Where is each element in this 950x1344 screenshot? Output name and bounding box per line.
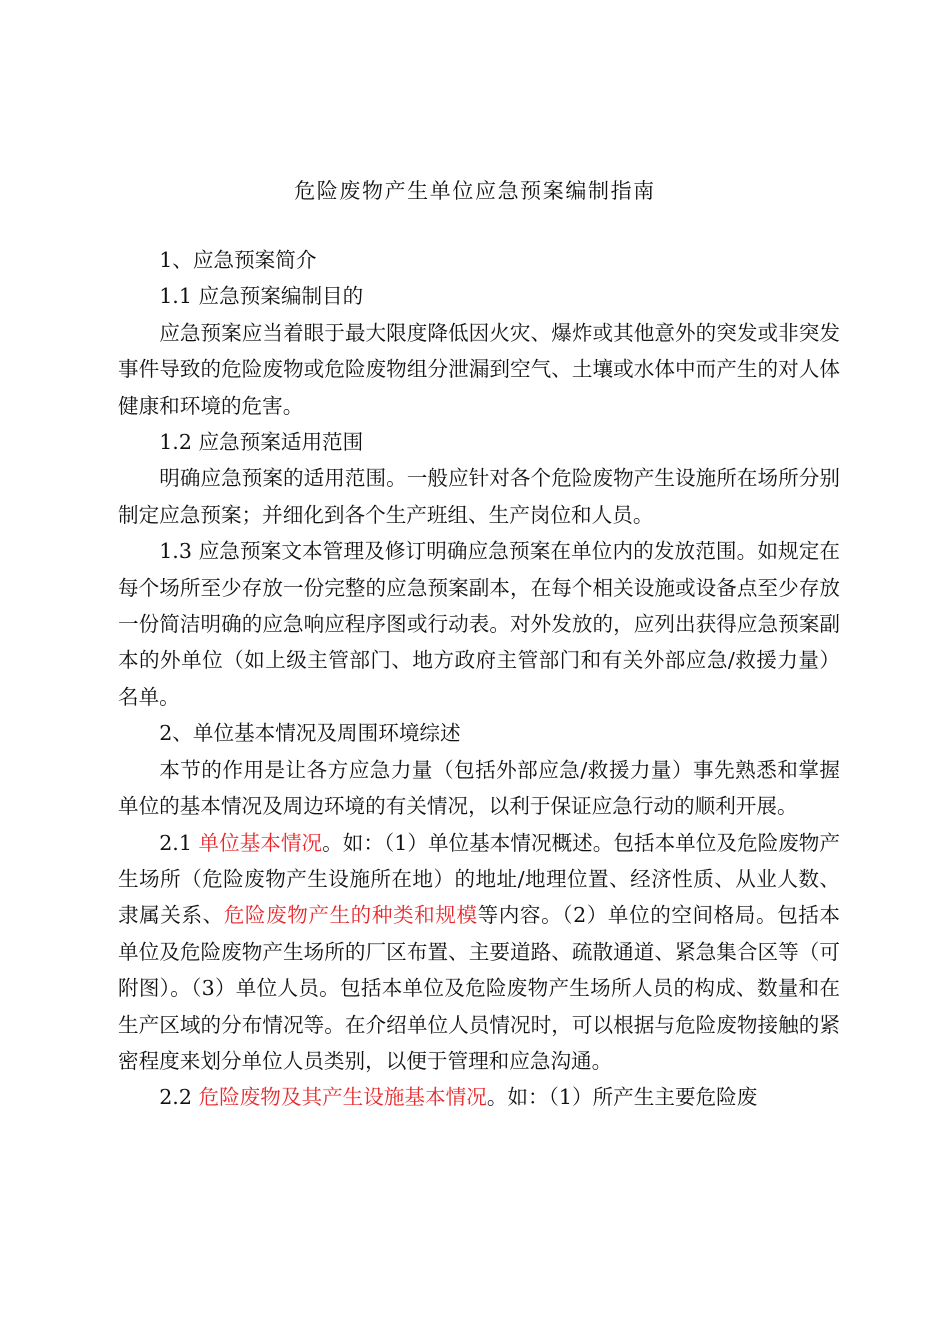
document-title: 危险废物产生单位应急预案编制指南 bbox=[294, 179, 656, 203]
paragraph-2-2-text-a: 。如：（1）所产生主要危险废 bbox=[486, 1085, 758, 1110]
highlight-unit-basic-info: 单位基本情况 bbox=[198, 830, 323, 855]
paragraph-2-1-text-b: 等内容。（2）单位的空间格局。包括本单位及危险废物产生场所的厂区布置、主要道路、疏散通道、紧急集合区等（可附图）。（3）单位人员。包括本单位及危险废物产生场所人员的构成、数量和在生产区域的分布情况等。在介绍单位人员情况时，可以根据与危险废物接触的紧密程度来划分单位人员类别，以便于管理和应急沟通。 bbox=[118, 903, 841, 1073]
section-heading-2: 2、单位基本情况及周围环境综述 bbox=[159, 721, 461, 746]
highlight-waste-facility-info: 危险废物及其产生设施基本情况 bbox=[198, 1085, 487, 1110]
paragraph-1-2: 明确应急预案的适用范围。一般应针对各个危险废物产生设施所在场所分别制定应急预案；并细化到各个生产班组、生产岗位和人员。 bbox=[118, 466, 840, 527]
document-body bbox=[118, 242, 840, 1116]
paragraph-2-1-number: 2.1 bbox=[159, 830, 199, 855]
paragraph-2-2 bbox=[118, 1079, 840, 1115]
paragraph-2-intro: 本节的作用是让各方应急力量（包括外部应急/救援力量）事先熟悉和掌握单位的基本情况及周边环境的有关情况，以利于保证应急行动的顺利开展。 bbox=[118, 757, 840, 819]
paragraph-2-2-number: 2.2 bbox=[159, 1085, 199, 1110]
paragraph-1-3: 1.3 应急预案文本管理及修订明确应急预案在单位内的发放范围。如规定在每个场所至少存放一份完整的应急预案副本，在每个相关设施或设备点至少存放一份简洁明确的应急响应程序图或行动表。对外发放的，应列出获得应急预案副本的外单位（如上级主管部门、地方政府主管部门和有关外部应急/救援力量）名单。 bbox=[118, 539, 840, 709]
paragraph-2-1 bbox=[118, 825, 840, 1080]
subsection-heading-1-2: 1.2 应急预案适用范围 bbox=[159, 430, 364, 455]
paragraph-2-1-text-a: 。如：（1）单位基本情况概述。包括本单位及危险废物产生场所（危险废物产生设施所在地）的地址/地理位置、经济性质、从业人数、隶属关系、 bbox=[118, 830, 840, 928]
section-heading-1: 1、应急预案简介 bbox=[159, 248, 317, 272]
paragraph-1-1: 应急预案应当着眼于最大限度降低因火灾、爆炸或其他意外的突发或非突发事件导致的危险废物或危险废物组分泄漏到空气、土壤或水体中而产生的对人体健康和环境的危害。 bbox=[118, 320, 840, 418]
subsection-heading-1-1: 1.1 应急预案编制目的 bbox=[159, 284, 364, 309]
highlight-waste-types-scale: 危险废物产生的种类和规模 bbox=[223, 903, 478, 928]
